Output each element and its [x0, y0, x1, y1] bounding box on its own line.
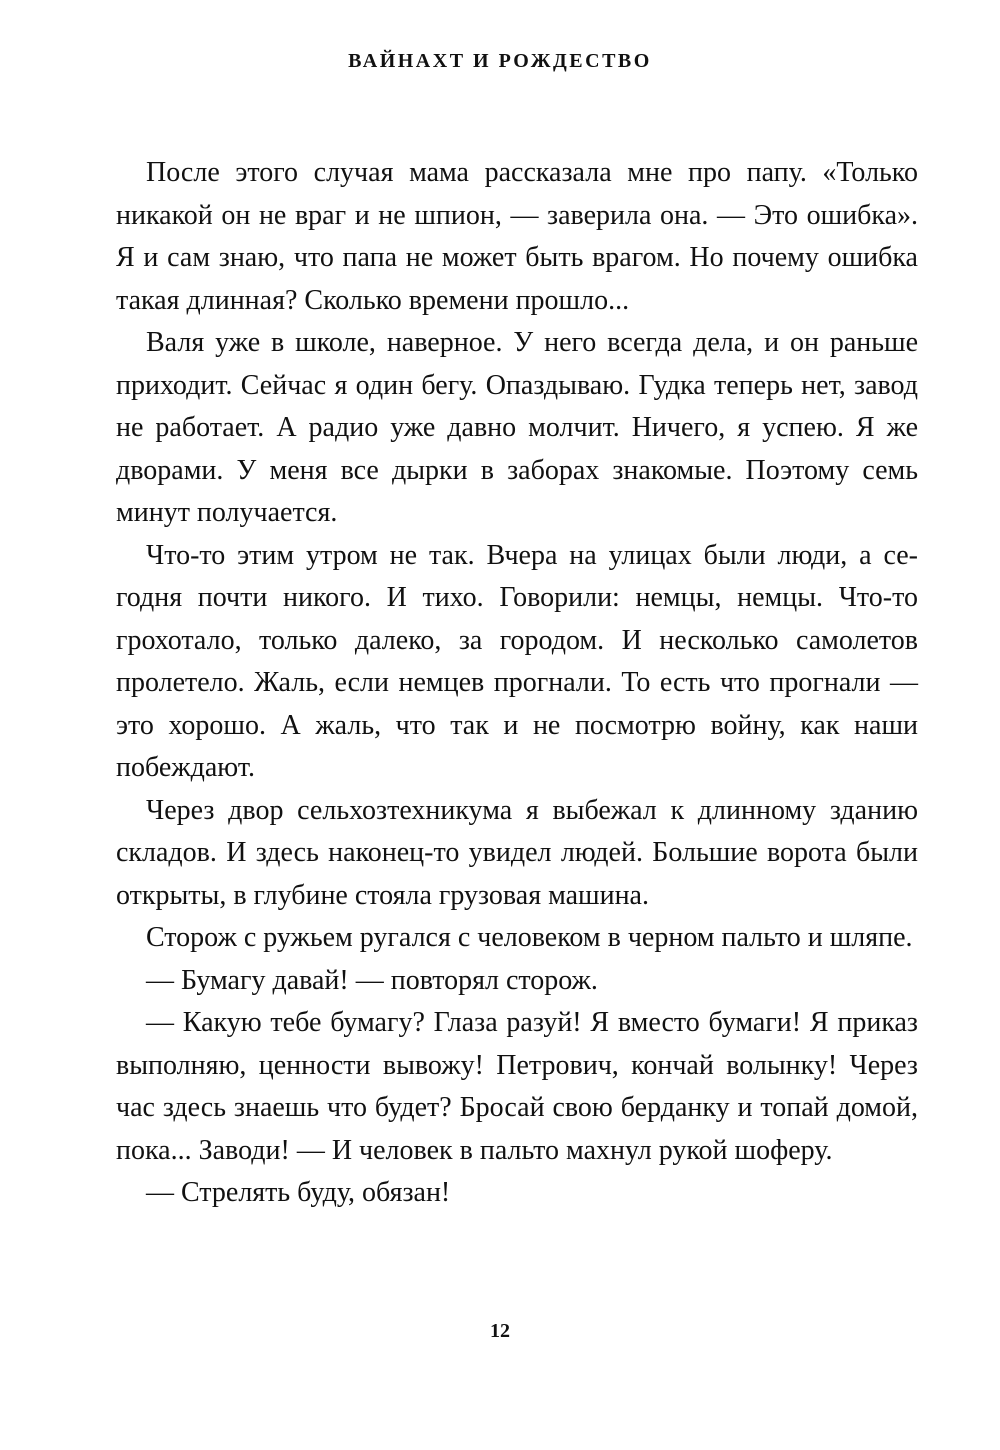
paragraph: Валя уже в школе, наверное. У него всегда дела, и он раньше приходит. Сейчас я один бегу. Опаздываю. Гудка теперь нет, завод не работает. А радио уже давно молчит. Ничего, я успею. Я же дворами. У меня все дырки в заборах знакомые. Поэтому семь минут получается. — [116, 327, 918, 528]
dialogue-line: — Бумагу давай! — повторял сторож. — [146, 964, 598, 996]
page-number: 12 — [490, 1320, 510, 1342]
dialogue-line: — Какую тебе бумагу? Глаза разуй! Я вместо бумаги! Я приказ выполняю, ценности вывожу! Петрович, кончай волынку! Через час здесь знаешь что будет? Бросай свою берданку и топай домой, пока... Заводи! — И человек в пальто махнул рукой шоферу. — [116, 1007, 918, 1166]
paragraph: После этого случая мама рассказала мне про папу. «Только никакой он не враг и не шпион, — заверила она. — Это ошибка». Я и сам знаю, что папа не может быть врагом. Но почему ошибка такая длинная? Сколько времени прошло... — [116, 157, 918, 316]
paragraph: Через двор сельхозтехникума я выбежал к длинному зданию складов. И здесь наконец-то увидел людей. Большие ворота были открыты, в глубине стояла грузовая машина. — [116, 794, 918, 911]
running-title: ВАЙНАХТ И РОЖДЕСТВО — [348, 50, 652, 72]
body-text — [116, 152, 918, 1215]
paragraph: Сторож с ружьем ругался с человеком в черном пальто и шляпе. — [146, 922, 913, 953]
dialogue-line: — Стрелять буду, обязан! — [146, 1177, 451, 1208]
paragraph: Что-то этим утром не так. Вчера на улицах были люди, а сегодня почти никого. И тихо. Говорили: немцы, немцы. Что-то грохотало, только далеко, за городом. И несколько самолетов пролетело. Жаль, если немцев прогнали. То есть что прогнали — это хорошо. А жаль, что так и не посмотрю войну, как наши побеждают. — [116, 539, 918, 783]
